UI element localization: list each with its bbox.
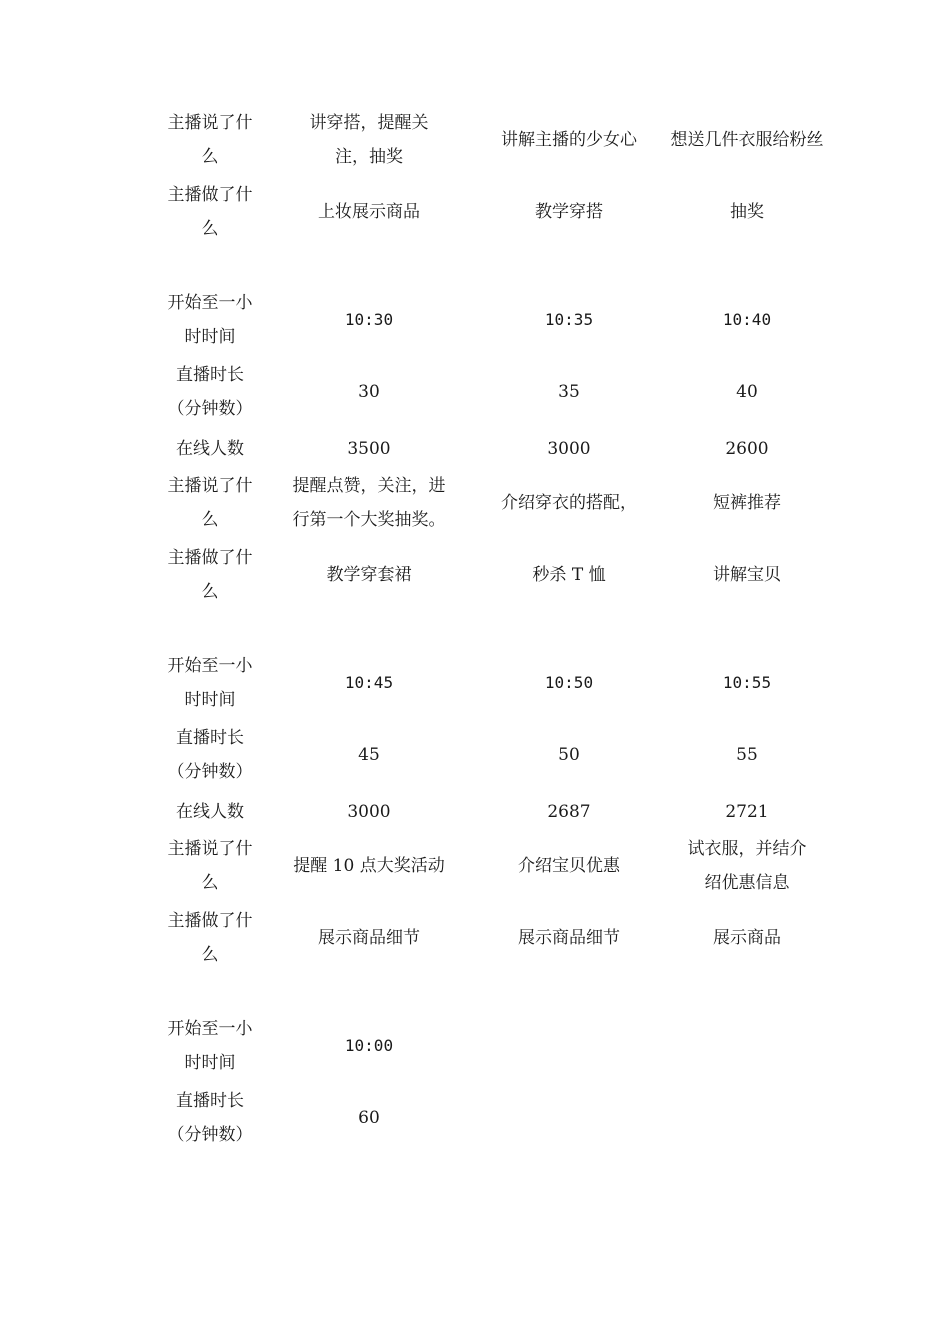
table-cell: 10:45 (344, 673, 394, 692)
table-row-did (0, 541, 950, 609)
table-cell: 短裤推荐 (713, 493, 781, 513)
row-label: 主播做了什 么 (167, 548, 253, 602)
table-cell: 2721 (725, 802, 769, 822)
table-cell: 10:55 (722, 673, 772, 692)
table-cell: 想送几件衣服给粉丝 (670, 130, 824, 150)
row-label: 主播做了什 么 (167, 911, 253, 965)
table-cell: 30 (358, 382, 380, 402)
row-label: 开始至一小 时时间 (167, 656, 253, 710)
table-row-start-time (0, 286, 950, 354)
table-cell: 40 (736, 382, 758, 402)
table-cell: 3500 (347, 439, 391, 459)
table-cell: 10:40 (722, 310, 772, 329)
table-cell: 展示商品 (713, 928, 781, 948)
table-row-did (0, 178, 950, 246)
table-row-online (0, 795, 950, 829)
table-cell: 10:50 (544, 673, 594, 692)
table-cell: 2687 (547, 802, 591, 822)
table-cell: 55 (736, 745, 758, 765)
table-row-start-time (0, 649, 950, 717)
table-cell: 讲解主播的少女心 (501, 130, 637, 150)
table-row-said (0, 469, 950, 537)
table-row-duration (0, 358, 950, 426)
table-cell: 介绍穿衣的搭配， (501, 493, 637, 513)
table-cell: 35 (558, 382, 580, 402)
table-cell: 展示商品细节 (518, 928, 620, 948)
table-row-did (0, 904, 950, 972)
table-row-start-time (0, 1012, 950, 1080)
table-cell: 抽奖 (730, 202, 764, 222)
table-cell: 讲解宝贝 (713, 565, 781, 585)
table-row-said (0, 106, 950, 174)
table-cell: 60 (358, 1108, 380, 1128)
table-row-online (0, 432, 950, 466)
table-cell: 上妆展示商品 (318, 202, 420, 222)
row-label: 主播说了什 么 (167, 113, 253, 167)
table-cell: 提醒 10 点大奖活动 (293, 856, 445, 876)
table-cell (622, 1084, 872, 1152)
table-cell: 介绍宝贝优惠 (518, 856, 620, 876)
table-cell: 50 (558, 745, 580, 765)
table-cell: 秒杀 T 恤 (532, 565, 606, 585)
table-cell: 3000 (347, 802, 391, 822)
row-label: 开始至一小 时时间 (167, 293, 253, 347)
row-label: 直播时长 （分钟数） (167, 365, 253, 419)
table-cell: 展示商品细节 (318, 928, 420, 948)
row-label: 主播说了什 么 (167, 839, 253, 893)
table-cell: 2600 (725, 439, 769, 459)
row-label: 开始至一小 时时间 (167, 1019, 253, 1073)
row-label: 直播时长 （分钟数） (167, 1091, 253, 1145)
table-cell (622, 1012, 872, 1080)
table-cell: 10:30 (344, 310, 394, 329)
table-cell: 教学穿套裙 (326, 565, 412, 585)
table-cell: 教学穿搭 (535, 202, 603, 222)
row-label: 主播做了什 么 (167, 185, 253, 239)
table-row-duration (0, 1084, 950, 1152)
table-cell: 3000 (547, 439, 591, 459)
table-cell: 提醒点赞，关注，进 行第一个大奖抽奖。 (292, 476, 446, 530)
row-label: 直播时长 （分钟数） (167, 728, 253, 782)
row-label: 在线人数 (176, 439, 244, 459)
table-cell: 10:35 (544, 310, 594, 329)
table-cell: 45 (358, 745, 380, 765)
table-cell: 10:00 (344, 1036, 394, 1055)
row-label: 主播说了什 么 (167, 476, 253, 530)
table-row-said (0, 832, 950, 900)
table-cell: 试衣服，并结介 绍优惠信息 (687, 839, 807, 893)
table-cell: 讲穿搭，提醒关 注，抽奖 (309, 113, 429, 167)
table-row-duration (0, 721, 950, 789)
row-label: 在线人数 (176, 802, 244, 822)
